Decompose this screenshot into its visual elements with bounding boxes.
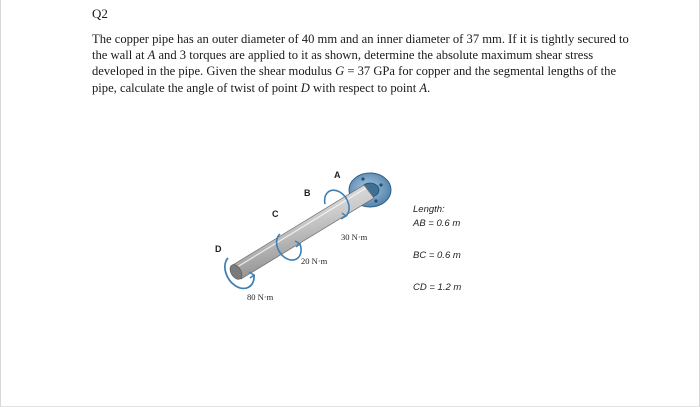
torque-label-d: 80 N·m: [247, 292, 274, 302]
lengths-title: Length:: [413, 204, 445, 215]
label-point-c: C: [272, 209, 279, 219]
problem-statement: The copper pipe has an outer diameter of 40 mm and an inner diameter of 37 mm. If it is tightly secured to the wall at A and 3 torques are applied to it as shown, determine the absolute maximum shear stress developed in the pipe. Given the shear modulus G = 37 GPa for copper and the segmental lengths of the pipe, calculate the angle of twist of point D with respect to point A.: [92, 32, 629, 95]
label-point-a: A: [334, 170, 341, 180]
label-point-d: D: [215, 244, 222, 254]
pipe-figure: [188, 160, 518, 310]
label-point-b: B: [304, 188, 311, 198]
length-ab: AB = 0.6 m: [413, 218, 461, 229]
length-bc: BC = 0.6 m: [413, 250, 461, 261]
length-cd: CD = 1.2 m: [413, 282, 462, 293]
torque-label-c: 20 N·m: [301, 256, 328, 266]
torque-label-b: 30 N·m: [341, 232, 368, 242]
question-label: Q2: [92, 6, 108, 21]
